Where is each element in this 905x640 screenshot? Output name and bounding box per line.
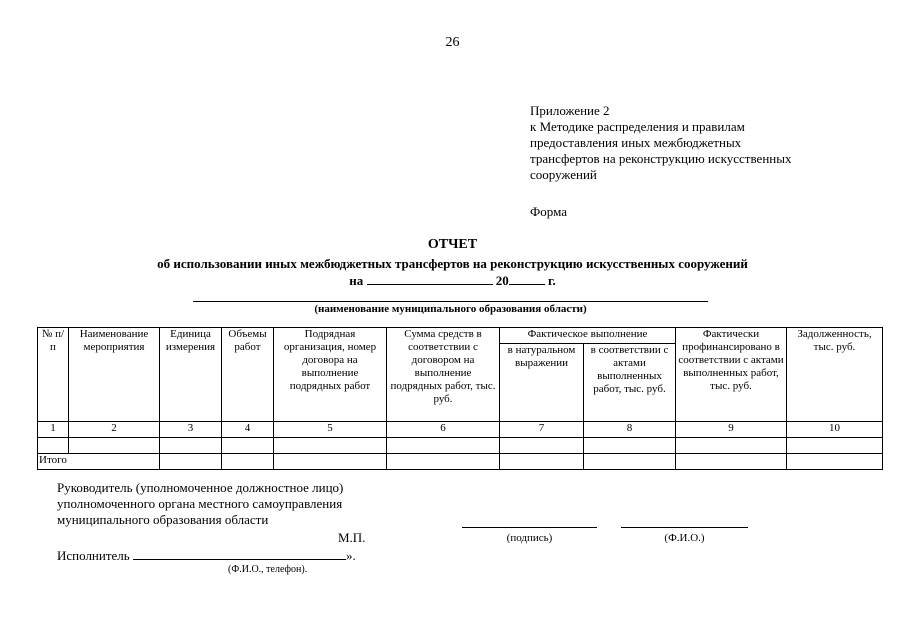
executor-blank-field[interactable] (133, 547, 346, 560)
municipality-line[interactable] (193, 301, 708, 302)
appendix-line: трансфертов на реконструкцию искусственных (530, 151, 792, 166)
fio-line[interactable] (621, 527, 748, 528)
header-natural: в натуральном выражении (500, 344, 584, 422)
table-cell[interactable] (787, 454, 883, 470)
column-number: 8 (584, 422, 676, 438)
seal-place: М.П. (338, 530, 366, 545)
date-prefix: на (349, 273, 364, 288)
header-financed: Фактически профинансировано в соответствии с актами выполненных работ, тыс. руб. (676, 328, 787, 422)
table-cell[interactable] (387, 454, 500, 470)
table-cell[interactable] (222, 438, 274, 454)
table-cell[interactable] (500, 438, 584, 454)
column-number: 5 (274, 422, 387, 438)
column-number: 9 (676, 422, 787, 438)
header-row (38, 328, 883, 344)
table-cell[interactable] (500, 454, 584, 470)
table-cell[interactable] (274, 438, 387, 454)
table-cell[interactable] (160, 438, 222, 454)
column-number: 1 (38, 422, 69, 438)
header-actual-group: Фактическое выполнение (500, 328, 676, 344)
table-cell[interactable] (584, 454, 676, 470)
total-label: Итого (38, 454, 160, 470)
table-cell[interactable] (787, 438, 883, 454)
signatory-line: уполномоченного органа местного самоуправления (57, 496, 343, 511)
header-contractor: Подрядная организация, номер договора на выполнение подрядных работ (274, 328, 387, 422)
report-subtitle: об использовании иных межбюджетных трансфертов на реконструкцию искусственных сооружений (157, 256, 748, 271)
table-cell[interactable] (274, 454, 387, 470)
header-activity: Наименование мероприятия (69, 328, 160, 422)
table-cell[interactable] (38, 438, 69, 454)
appendix-line: к Методике распределения и правилам (530, 119, 745, 134)
appendix-note (530, 103, 870, 183)
header-number: № п/п (38, 328, 69, 422)
year-blank-field[interactable] (509, 272, 545, 285)
header-unit: Единица измерения (160, 328, 222, 422)
total-row (38, 454, 883, 470)
column-number: 10 (787, 422, 883, 438)
executor-caption: (Ф.И.О., телефон). (228, 564, 308, 575)
table-cell[interactable] (584, 438, 676, 454)
appendix-line: сооружений (530, 167, 597, 182)
table-cell[interactable] (387, 438, 500, 454)
table-row (38, 438, 883, 454)
table-cell[interactable] (676, 438, 787, 454)
appendix-line: предоставления иных межбюджетных (530, 135, 742, 150)
appendix-line: Приложение 2 (530, 103, 610, 118)
column-number: 6 (387, 422, 500, 438)
column-number: 7 (500, 422, 584, 438)
page-number: 26 (445, 35, 460, 50)
column-number: 2 (69, 422, 160, 438)
table-cell[interactable] (676, 454, 787, 470)
signature-caption: (подпись) (506, 532, 553, 544)
date-suffix: г. (548, 273, 556, 288)
column-number: 3 (160, 422, 222, 438)
date-year: 20 (495, 273, 509, 288)
report-date-line (0, 272, 905, 289)
column-numbers-row (38, 422, 883, 438)
column-number: 4 (222, 422, 274, 438)
report-title: ОТЧЕТ (427, 237, 478, 252)
table-cell[interactable] (222, 454, 274, 470)
signatory-block (57, 480, 343, 528)
header-by-acts: в соответствии с актами выполненных работ, тыс. руб. (584, 344, 676, 422)
executor-line (57, 547, 356, 564)
municipality-caption: (наименование муниципального образования области) (314, 303, 587, 315)
report-table (37, 327, 883, 470)
fio-caption: (Ф.И.О.) (664, 532, 705, 544)
signatory-line: Руководитель (уполномоченное должностное лицо) (57, 480, 344, 495)
table-cell[interactable] (160, 454, 222, 470)
form-label: Форма (530, 204, 567, 219)
header-volume: Объемы работ (222, 328, 274, 422)
signatory-line: муниципального образования области (57, 512, 269, 527)
table-cell[interactable] (69, 438, 160, 454)
executor-label: Исполнитель (57, 548, 130, 563)
header-contract-sum: Сумма средств в соответствии с договором на выполнение подрядных работ, тыс. руб. (387, 328, 500, 422)
executor-suffix: ». (345, 548, 356, 563)
signature-line[interactable] (462, 527, 597, 528)
header-debt: Задолженность, тыс. руб. (787, 328, 883, 422)
date-blank-field[interactable] (367, 272, 493, 285)
